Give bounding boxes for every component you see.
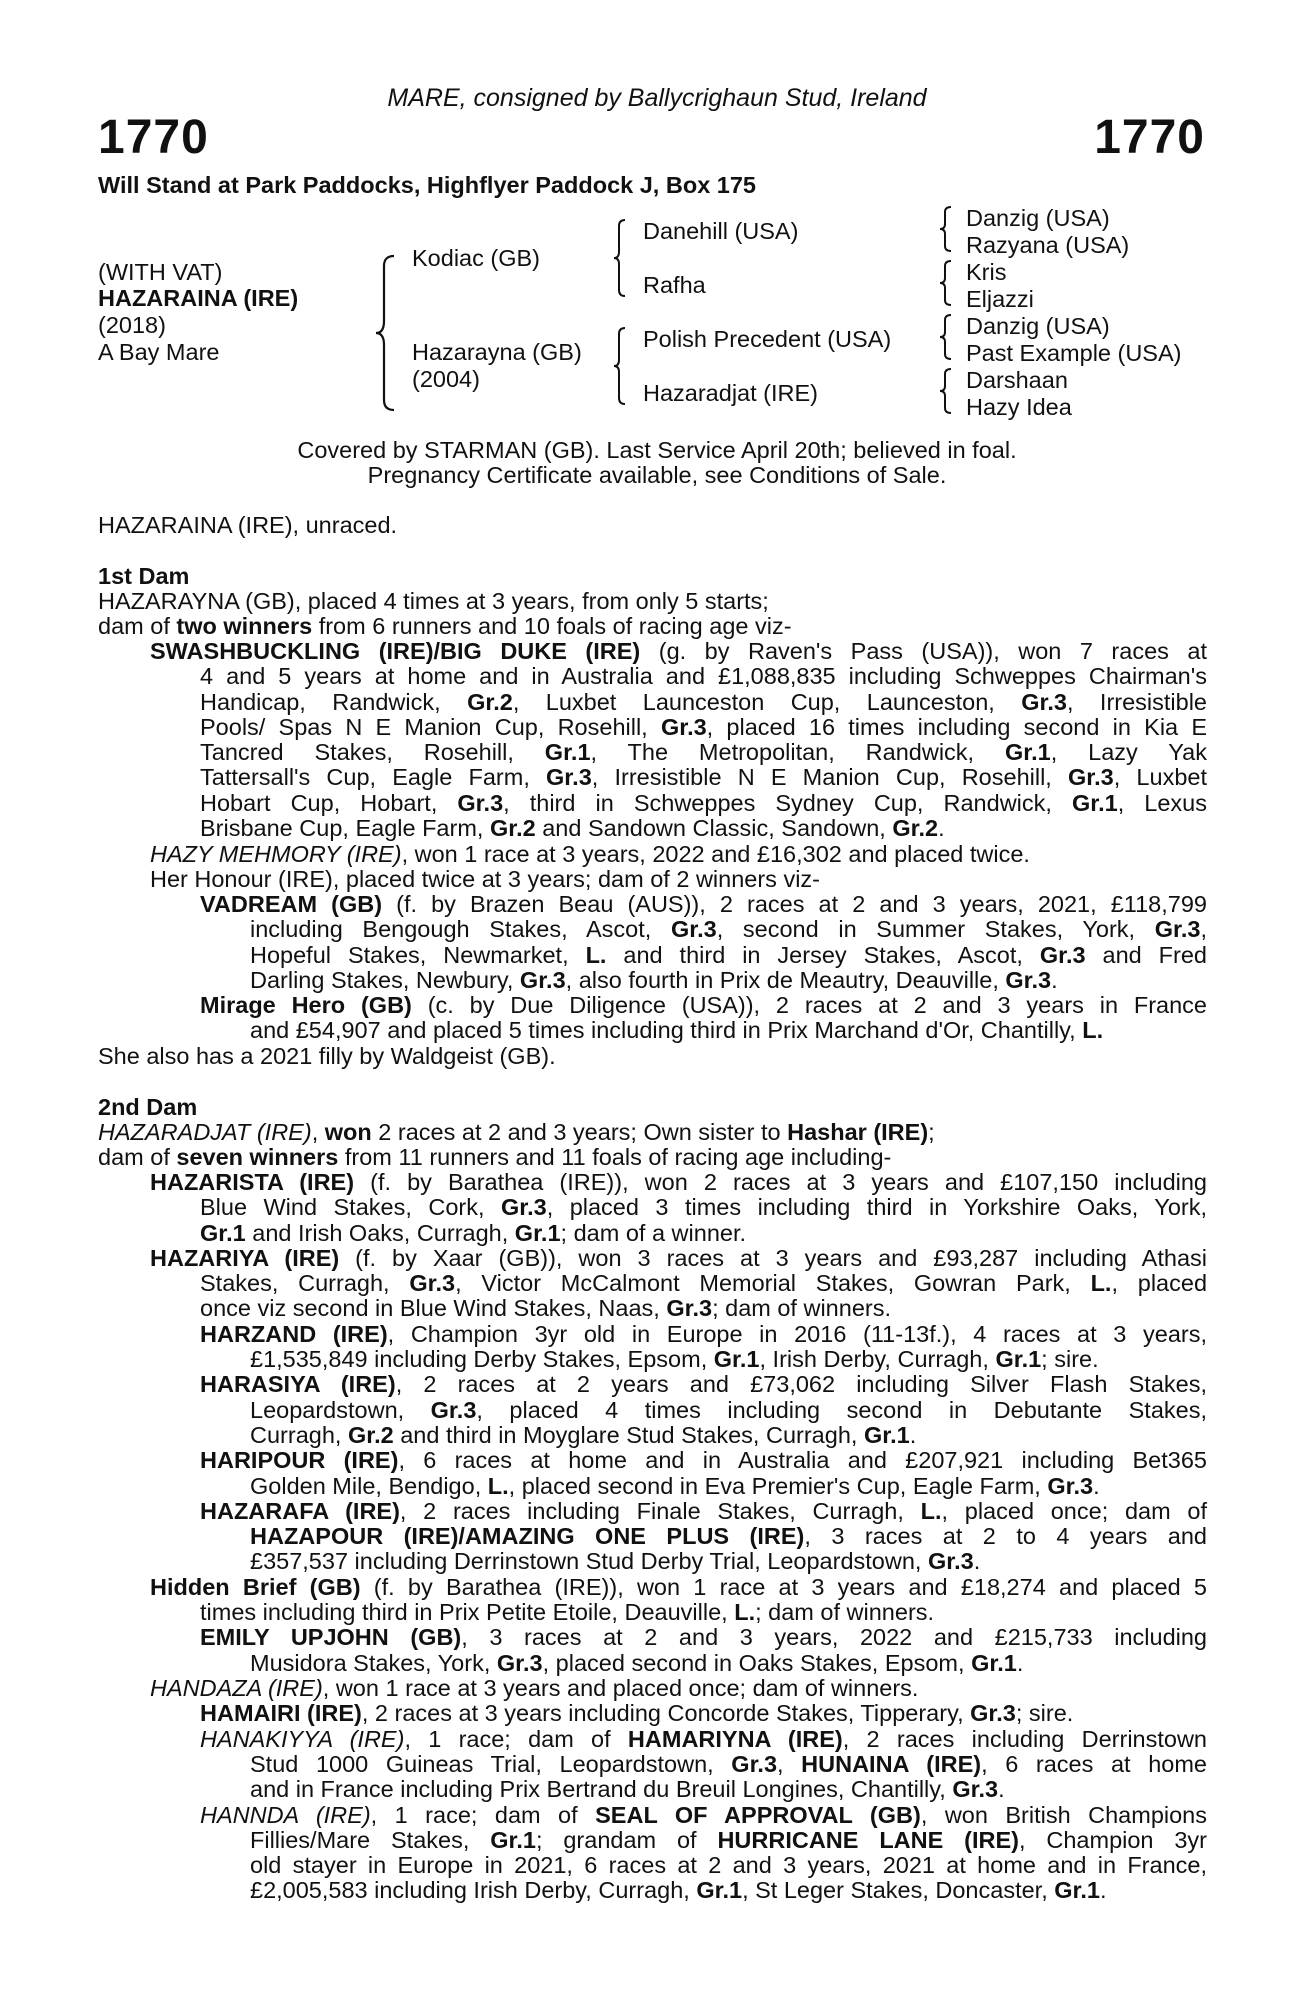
- entry-last-line: Curragh, Gr.2 and third in Moyglare Stud Stakes, Curragh, Gr.1.: [250, 1421, 917, 1448]
- entry-first-line: HARZAND (IRE), Champion 3yr old in Europe in 2016 (11-13f.), 4 races at 3 years,: [200, 1320, 1207, 1347]
- horse-name: HAZARAINA (IRE): [98, 285, 299, 311]
- dam-dam: Hazaradjat (IRE): [643, 380, 818, 406]
- dam-name: Hazarayna (GB): [412, 339, 582, 365]
- entry-line: Stakes, Curragh, Gr.3, Victor McCalmont Memorial Stakes, Gowran Park, L., placed: [200, 1270, 1208, 1297]
- produce-entry: [150, 1676, 1207, 1701]
- entry-last-line: £1,535,849 including Derby Stakes, Epsom, Gr.1, Irish Derby, Curragh, Gr.1; sire.: [250, 1346, 1099, 1373]
- ggp-5: Danzig (USA): [966, 313, 1110, 339]
- entry-body: [200, 1828, 1207, 1904]
- brace-sire: [612, 218, 628, 298]
- entry-body: [200, 1018, 1207, 1043]
- entry-last-line: Golden Mile, Bendigo, L., placed second in Eva Premier's Cup, Eagle Farm, Gr.3.: [250, 1472, 1100, 1499]
- entry-first-line: HARASIYA (IRE), 2 races at 2 years and £73,062 including Silver Flash Stakes,: [200, 1371, 1208, 1398]
- her-honour-line: Her Honour (IRE), placed twice at 3 years; dam of 2 winners viz-: [150, 866, 821, 892]
- entry-last-line: £357,537 including Derrinstown Stud Derby Trial, Leopardstown, Gr.3.: [250, 1548, 981, 1575]
- second-dam-line: HAZARADJAT (IRE), won 2 races at 2 and 3 years; Own sister to Hashar (IRE);: [98, 1119, 935, 1145]
- brace-g4: [938, 367, 954, 415]
- stand-location: Will Stand at Park Paddocks, Highflyer Paddock J, Box 175: [98, 172, 756, 198]
- entry-rows: [200, 664, 1207, 816]
- entry-mirage-hero: [200, 993, 1207, 1044]
- entry-body: [200, 1752, 1207, 1803]
- entry-first-line: HAMAIRI (IRE), 2 races at 3 years including Concorde Stakes, Tipperary, Gr.3; sire.: [200, 1700, 1074, 1727]
- vat-note: (WITH VAT): [98, 259, 223, 285]
- lot-number-left: 1770: [98, 111, 209, 164]
- entry-rows: [250, 917, 1207, 968]
- entry-first-line: HARIPOUR (IRE), 6 races at home and in Australia and £207,921 including Bet365: [200, 1447, 1207, 1474]
- first-dam-produce: dam of two winners from 6 runners and 10 foals of racing age viz-: [98, 613, 792, 639]
- entry-first-line: HANAKIYYA (IRE), 1 race; dam of HAMARIYNA (IRE), 2 races including Derrinstown: [200, 1725, 1207, 1752]
- entry-line: 4 and 5 years at home and in Australia and £1,088,835 including Schweppes Chairman's: [200, 663, 1207, 690]
- entry-first-line: HAZARIYA (IRE) (f. by Xaar (GB)), won 3 races at 3 years and £93,287 including Athasi: [150, 1244, 1207, 1271]
- produce-entry: [150, 1575, 1207, 1626]
- entry-line: Hobart Cup, Hobart, Gr.3, third in Schweppes Sydney Cup, Randwick, Gr.1, Lexus: [200, 789, 1207, 816]
- entry-body: [200, 1651, 1207, 1676]
- unraced-line: HAZARAINA (IRE), unraced.: [98, 512, 398, 538]
- entry-line: Stud 1000 Guineas Trial, Leopardstown, Gr.3, HUNAINA (IRE), 6 races at home: [250, 1750, 1207, 1777]
- entry-line: Blue Wind Stakes, Cork, Gr.3, placed 3 times including third in Yorkshire Oaks, York,: [200, 1194, 1207, 1221]
- entry-line: Tancred Stakes, Rosehill, Gr.1, The Metropolitan, Randwick, Gr.1, Lazy Yak: [200, 739, 1207, 766]
- entry-body: [200, 1398, 1207, 1449]
- entry-body: [150, 1271, 1207, 1322]
- entry-line: Fillies/Mare Stakes, Gr.1; grandam of HURRICANE LANE (IRE), Champion 3yr: [250, 1826, 1208, 1853]
- entry-body: [200, 1524, 1207, 1575]
- brace-g2: [938, 259, 954, 307]
- entry-line: including Bengough Stakes, Ascot, Gr.3, second in Summer Stakes, York, Gr.3,: [250, 916, 1207, 943]
- entry-swashbuckling: [150, 639, 1207, 841]
- first-dam-line: HAZARAYNA (GB), placed 4 times at 3 years, from only 5 starts;: [98, 588, 769, 614]
- brace-dam: [612, 326, 628, 406]
- entry-line: HAZAPOUR (IRE)/AMAZING ONE PLUS (IRE), 3 races at 2 to 4 years and: [250, 1523, 1207, 1550]
- entry-last-line: once viz second in Blue Wind Stakes, Naas, Gr.3; dam of winners.: [200, 1295, 891, 1322]
- entry-first-line: VADREAM (GB) (f. by Brazen Beau (AUS)), 2 races at 2 and 3 years, 2021, £118,799: [200, 891, 1207, 917]
- foaled-year: (2018): [98, 312, 166, 338]
- entry-line: old stayer in Europe in 2021, 6 races at 2 and 3 years, 2021 at home and in France,: [250, 1852, 1207, 1879]
- entry-last-line: and £54,907 and placed 5 times including third in Prix Marchand d'Or, Chantilly, L.: [250, 1017, 1104, 1044]
- dam-year: (2004): [412, 366, 480, 392]
- second-dam-produce: dam of seven winners from 11 runners and 11 foals of racing age including-: [98, 1144, 892, 1170]
- produce-entry: [150, 1246, 1207, 1322]
- entry-first-line: HANDAZA (IRE), won 1 race at 3 years and placed once; dam of winners.: [150, 1675, 919, 1701]
- covered-line: Covered by STARMAN (GB). Last Service April 20th; believed in foal.: [297, 437, 1017, 463]
- ggp-8: Hazy Idea: [966, 394, 1072, 420]
- horse-description: A Bay Mare: [98, 339, 220, 365]
- dam-sire: Polish Precedent (USA): [643, 326, 892, 352]
- brace-big: [374, 254, 398, 412]
- consignor-line: MARE, consigned by Ballycrighaun Stud, Ireland: [387, 84, 927, 112]
- brace-g3: [938, 313, 954, 361]
- entry-line: Leopardstown, Gr.3, placed 4 times including second in Debutante Stakes,: [250, 1396, 1207, 1423]
- ggp-7: Darshaan: [966, 367, 1068, 393]
- winners-count: two winners: [176, 613, 313, 639]
- brace-g1: [938, 205, 954, 253]
- entry-last-line: Darling Stakes, Newbury, Gr.3, also fourth in Prix de Meautry, Deauville, Gr.3.: [250, 966, 1058, 993]
- sire-sire: Danehill (USA): [643, 218, 799, 244]
- produce-entry: [200, 1727, 1207, 1803]
- entry-body: [150, 1600, 1207, 1625]
- entry-first-line: HAZARAFA (IRE), 2 races including Finale Stakes, Curragh, L., placed once; dam of: [200, 1497, 1207, 1524]
- ggp-1: Danzig (USA): [966, 205, 1110, 231]
- entry-body: [150, 1195, 1207, 1246]
- entry-line: Tattersall's Cup, Eagle Farm, Gr.3, Irresistible N E Manion Cup, Rosehill, Gr.3, Luxbet: [200, 764, 1207, 791]
- ggp-4: Eljazzi: [966, 286, 1034, 312]
- entry-last-line: Musidora Stakes, York, Gr.3, placed second in Oaks Stakes, Epsom, Gr.1.: [250, 1649, 1024, 1676]
- entry-last-line: Brisbane Cup, Eagle Farm, Gr.2 and Sandown Classic, Sandown, Gr.2.: [200, 815, 945, 842]
- entry-body: [200, 917, 1207, 993]
- entry-first-line: Hidden Brief (GB) (f. by Barathea (IRE)), won 1 race at 3 years and £18,274 and placed 5: [150, 1573, 1207, 1600]
- entry-first-line: Mirage Hero (GB) (c. by Due Diligence (USA)), 2 races at 2 and 3 years in France: [200, 992, 1207, 1018]
- entry-body: [200, 1474, 1207, 1499]
- entry-last-line: Gr.1 and Irish Oaks, Curragh, Gr.1; dam of a winner.: [200, 1219, 747, 1246]
- produce-entry: [200, 1803, 1207, 1904]
- entry-body: [150, 664, 1207, 841]
- produce-entry: [150, 1170, 1207, 1246]
- produce-entry: [200, 1625, 1207, 1676]
- entry-line: Pools/ Spas N E Manion Cup, Rosehill, Gr.3, placed 16 times including second in Kia E: [200, 713, 1208, 740]
- first-dam-heading: 1st Dam: [98, 563, 190, 589]
- ggp-6: Past Example (USA): [966, 340, 1182, 366]
- sire-dam: Rafha: [643, 272, 706, 298]
- certificate-line: Pregnancy Certificate available, see Conditions of Sale.: [367, 462, 947, 488]
- entry-last-line: and in France including Prix Bertrand du Breuil Longines, Chantilly, Gr.3.: [250, 1776, 1005, 1803]
- entry-line: Handicap, Randwick, Gr.2, Luxbet Launceston Cup, Launceston, Gr.3, Irresistible: [200, 688, 1208, 715]
- produce-entry: [200, 1372, 1207, 1448]
- produce-entry: [200, 1448, 1207, 1499]
- hazy-mehmory-line: HAZY MEHMORY (IRE), won 1 race at 3 years, 2022 and £16,302 and placed twice.: [150, 841, 1030, 867]
- entry-vadream: [200, 892, 1207, 993]
- entry-body: [200, 1347, 1207, 1372]
- entry-first-line: HAZARISTA (IRE) (f. by Barathea (IRE)), won 2 races at 3 years and £107,150 including: [150, 1169, 1208, 1195]
- produce-entry: [200, 1701, 1207, 1726]
- entry-last-line: £2,005,583 including Irish Derby, Curragh, Gr.1, St Leger Stakes, Doncaster, Gr.1.: [250, 1877, 1107, 1904]
- entry-last-line: times including third in Prix Petite Etoile, Deauville, L.; dam of winners.: [200, 1599, 935, 1626]
- lot-number-right: 1770: [1094, 111, 1205, 164]
- also-filly-line: She also has a 2021 filly by Waldgeist (GB).: [98, 1043, 556, 1069]
- sire-name: Kodiac (GB): [412, 245, 540, 271]
- entry-first-line: EMILY UPJOHN (GB), 3 races at 2 and 3 years, 2022 and £215,733 including: [200, 1624, 1207, 1651]
- ggp-3: Kris: [966, 259, 1007, 285]
- entry-line: Hopeful Stakes, Newmarket, L. and third in Jersey Stakes, Ascot, Gr.3 and Fred: [250, 941, 1207, 968]
- second-dam-heading: 2nd Dam: [98, 1094, 198, 1120]
- ggp-2: Razyana (USA): [966, 232, 1130, 258]
- produce-entry: [200, 1499, 1207, 1575]
- entry-first-line: SWASHBUCKLING (IRE)/BIG DUKE (IRE) (g. by Raven's Pass (USA)), won 7 races at: [150, 638, 1207, 664]
- produce-entry: [200, 1322, 1207, 1373]
- entry-first-line: HANNDA (IRE), 1 race; dam of SEAL OF APPROVAL (GB), won British Champions: [200, 1801, 1208, 1828]
